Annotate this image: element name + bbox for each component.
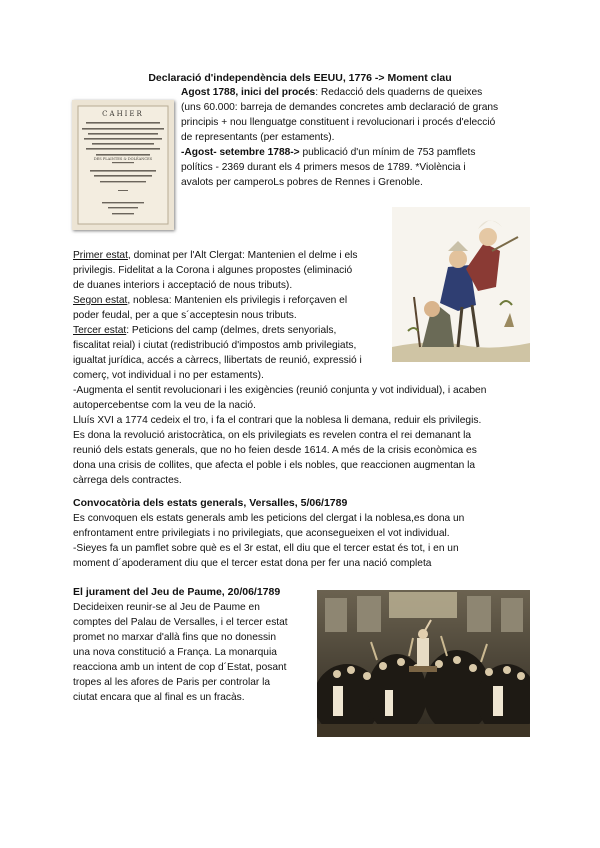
cahier-header-text: CAHIER bbox=[102, 110, 144, 118]
three-estates-cartoon-image bbox=[392, 207, 530, 362]
tennis-court-oath-painting bbox=[317, 590, 530, 737]
third-estate-line: igualtat jurídica, accés a càrrecs, llibertats de reunió, expressió i bbox=[73, 355, 362, 366]
intro-block bbox=[181, 85, 521, 190]
intro-sept-bold: -Agost- setembre 1788-> bbox=[181, 147, 300, 158]
second-estate-label: Segon estat bbox=[73, 295, 128, 306]
revolution-line: -Augmenta el sentit revolucionari i les exigències (reunió conjunta y vot individual), i acaben bbox=[73, 385, 487, 396]
section-line: Decideixen reunir-se al Jeu de Paume en bbox=[73, 602, 260, 613]
section-line: enfrontament entre privilegiats i no privilegiats, que aconsegueixen el vot individual. bbox=[73, 528, 450, 539]
third-estate-line: comerç, vot individual i no per estaments). bbox=[73, 370, 264, 381]
cartoon-illustration bbox=[392, 207, 530, 362]
intro-line: de representants (per estaments). bbox=[181, 132, 335, 143]
section-line: -Sieyes fa un pamflet sobre què es el 3r estat, ell diu que el tercer estat és tot, i en un bbox=[73, 543, 459, 554]
first-estate-line: privilegis. Fidelitat a la Corona i algunes propostes (eliminació bbox=[73, 265, 353, 276]
third-estate-line: fiscalitat reial) i ciutat (redistribució d'impostos amb privilegiats, bbox=[73, 340, 357, 351]
intro-line: (uns 60.000: barreja de demandes concretes amb declaració de grans bbox=[181, 102, 499, 113]
revolution-line: reunió dels estats generals, que no ho feien desde 1614. A més de la crisis econòmica es bbox=[73, 445, 477, 456]
section-line: moment d´apoderament diu que el tercer estat dona per fer una nació completa bbox=[73, 558, 432, 569]
revolution-line: Es dona la revolució aristocràtica, on els privilegiats es revelen contra el rei demanant la bbox=[73, 430, 472, 441]
section-line: promet no marxar d'allà fins que no donessin bbox=[73, 632, 276, 643]
first-estate-label: Primer estat bbox=[73, 250, 128, 261]
intro-sept-line: avalots per camperoLs pobres de Rennes i Grenoble. bbox=[181, 177, 423, 188]
section-line: ciutat encara que al final es un fracàs. bbox=[73, 692, 245, 703]
section-line: comptes del Palau de Versalles, i el tercer estat bbox=[73, 617, 288, 628]
third-estate-label: Tercer estat bbox=[73, 325, 127, 336]
revolution-line: càrrega dels contractes. bbox=[73, 475, 182, 486]
first-estate-rest: , dominat per l'Alt Clergat: Mantenien el delme i els bbox=[127, 250, 358, 261]
section-heading: El jurament del Jeu de Paume, 20/06/1789 bbox=[73, 586, 281, 598]
intro-sept-rest: publicació d'un mínim de 753 pamflets bbox=[299, 147, 476, 158]
revolution-line: Lluís XVI a 1774 cedeix el tro, i fa el contrari que la noblesa li demana, reduir els privilegis. bbox=[73, 415, 482, 426]
painting-illustration bbox=[317, 590, 530, 737]
revolution-line: dona una crisis de collites, que afecta el poble i els nobles, que reaccionen augmentan la bbox=[73, 460, 476, 471]
section-heading: Convocatòria dels estats generals, Versalles, 5/06/1789 bbox=[73, 497, 348, 509]
revolution-block bbox=[73, 383, 533, 488]
section-line: reacciona amb un intent de cop d´Estat, posant bbox=[73, 662, 287, 673]
tennis-court-section bbox=[73, 585, 313, 705]
section-line: una nova constitució a França. La monarquia bbox=[73, 647, 277, 658]
page-title: Declaració d'independència dels EEUU, 1776 -> Moment clau bbox=[148, 72, 452, 84]
intro-lead-bold: Agost 1788, inici del procés bbox=[181, 87, 316, 98]
cahier-book-illustration bbox=[72, 100, 174, 230]
intro-line: principis + nou llenguatge constituent i revolucionari i procés d'elecció bbox=[181, 117, 496, 128]
section-line: Es convoquen els estats generals amb les peticions del clergat i la noblesa,es dona un bbox=[73, 513, 465, 524]
second-estate-rest: , noblesa: Mantenien els privilegis i reforçaven el bbox=[127, 295, 348, 306]
estates-general-section bbox=[73, 496, 533, 571]
cahier-sub-text: DES PLAINTES & DOLÉANCES bbox=[93, 157, 153, 161]
first-estate-line: de duanes interiors i acceptació de nous tributs). bbox=[73, 280, 293, 291]
cahier-book-image bbox=[72, 100, 174, 230]
estates-block bbox=[73, 248, 391, 383]
third-estate-rest: : Peticions del camp (delmes, drets senyorials, bbox=[126, 325, 337, 336]
revolution-line: autopercebentse com la veu de la nació. bbox=[73, 400, 256, 411]
intro-sept-line: polítics - 2369 durant els 4 primers mesos de 1789. *Violència i bbox=[181, 162, 466, 173]
section-line: tropes al les afores de Paris per controlar la bbox=[73, 677, 271, 688]
second-estate-line: poder feudal, per a que s´acceptesin nous tributs. bbox=[73, 310, 297, 321]
intro-lead-rest: : Redacció dels quaderns de queixes bbox=[315, 87, 483, 98]
